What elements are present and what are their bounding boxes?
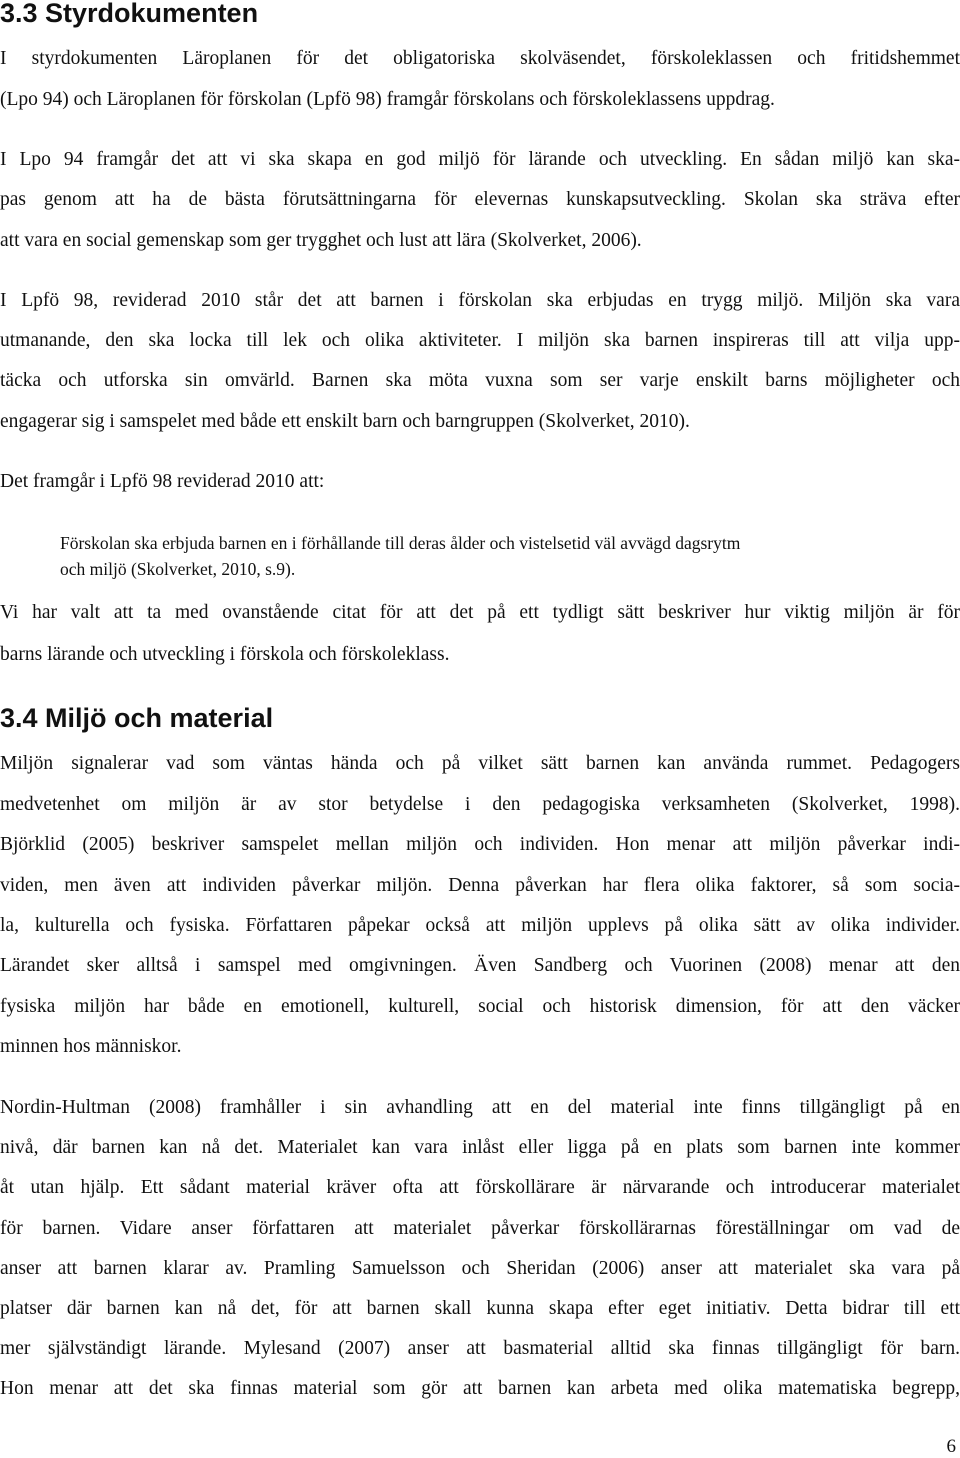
paragraph-line: täcka och utforska sin omvärld. Barnen ska möta vuxna som ser varje enskilt barns möjligheter och [0, 370, 960, 391]
paragraph-line: (Lpo 94) och Läroplanen för förskolan (Lpfö 98) framgår förskolans och förskoleklassens uppdrag. [0, 89, 775, 110]
paragraph-line: la, kulturella och fysiska. Författaren påpekar också att miljön upplevs på olika sätt av olika individer. [0, 915, 960, 936]
paragraph-line: åt utan hjälp. Ett sådant material kräver ofta att förskollärare är närvarande och introducerar materialet [0, 1177, 960, 1198]
paragraph-line: viden, men även att individen påverkar miljön. Denna påverkan har flera olika faktorer, så som socia- [0, 875, 960, 896]
paragraph-line: nivå, där barnen kan nå det. Materialet kan vara inlåst eller ligga på en plats som barnen inte kommer [0, 1137, 960, 1158]
paragraph-line: mer självständigt lärande. Mylesand (2007) anser att basmaterial alltid ska finnas tillgängligt för barn. [0, 1338, 960, 1359]
paragraph-line: I styrdokumenten Läroplanen för det obligatoriska skolväsendet, förskoleklassen och fritidshemmet [0, 48, 960, 69]
paragraph-line: engagerar sig i samspelet med både ett enskilt barn och barngruppen (Skolverket, 2010). [0, 411, 690, 432]
paragraph-line: att vara en social gemenskap som ger trygghet och lust att lära (Skolverket, 2006). [0, 230, 642, 251]
paragraph-line: Hon menar att det ska finnas material som gör att barnen kan arbeta med olika matematiska begrepp, [0, 1378, 960, 1399]
section-heading-styrdokumenten: 3.3 Styrdokumenten [0, 0, 259, 28]
paragraph-line: medvetenhet om miljön är av stor betydelse i den pedagogiska verksamheten (Skolverket, 1998). [0, 794, 960, 815]
paragraph-line: Vi har valt att ta med ovanstående citat för att det på ett tydligt sätt beskriver hur viktig miljön är för [0, 602, 960, 623]
paragraph-line: Lärandet sker alltså i samspel med omgivningen. Även Sandberg och Vuorinen (2008) menar att den [0, 955, 960, 976]
paragraph-line: Det framgår i Lpfö 98 reviderad 2010 att: [0, 471, 325, 492]
paragraph-line: Miljön signalerar vad som väntas hända och på vilket sätt barnen kan använda rummet. Pedagogers [0, 753, 960, 774]
paragraph-line: Björklid (2005) beskriver samspelet mellan miljön och individen. Hon menar att miljön påverkar indi- [0, 834, 960, 855]
page-number: 6 [946, 1436, 956, 1457]
paragraph-line: minnen hos människor. [0, 1036, 182, 1057]
block-quote-line: Förskolan ska erbjuda barnen en i förhållande till deras ålder och vistelsetid väl avvägd dagsrytm [60, 533, 741, 553]
paragraph-line: pas genom att ha de bästa förutsättningarna för elevernas kunskapsutveckling. Skolan ska sträva efter [0, 189, 960, 210]
block-quote-line: och miljö (Skolverket, 2010, s.9). [60, 559, 296, 579]
paragraph-line: I Lpfö 98, reviderad 2010 står det att barnen i förskolan ska erbjudas en trygg miljö. Miljön ska vara [0, 290, 960, 311]
paragraph-line: anser att barnen klarar av. Pramling Samuelsson och Sheridan (2006) anser att materialet ska vara på [0, 1258, 960, 1279]
paragraph-line: platser där barnen kan nå det, för att barnen skall kunna skapa efter eget initiativ. Detta bidrar till ett [0, 1298, 960, 1319]
paragraph-line: barns lärande och utveckling i förskola och förskoleklass. [0, 644, 450, 665]
paragraph-line: fysiska miljön har både en emotionell, kulturell, social och historisk dimension, för att den väcker [0, 996, 960, 1017]
paragraph-line: för barnen. Vidare anser författaren att materialet påverkar förskollärarnas föreställningar om vad de [0, 1218, 960, 1239]
section-heading-miljo-och-material: 3.4 Miljö och material [0, 703, 274, 733]
paragraph-line: Nordin-Hultman (2008) framhåller i sin avhandling att en del material inte finns tillgängligt på en [0, 1097, 960, 1118]
paragraph-line: I Lpo 94 framgår det att vi ska skapa en god miljö för lärande och utveckling. En sådan miljö kan ska- [0, 149, 960, 170]
paragraph-line: utmanande, den ska locka till lek och olika aktiviteter. I miljön ska barnen inspireras till att vilja upp- [0, 330, 960, 351]
